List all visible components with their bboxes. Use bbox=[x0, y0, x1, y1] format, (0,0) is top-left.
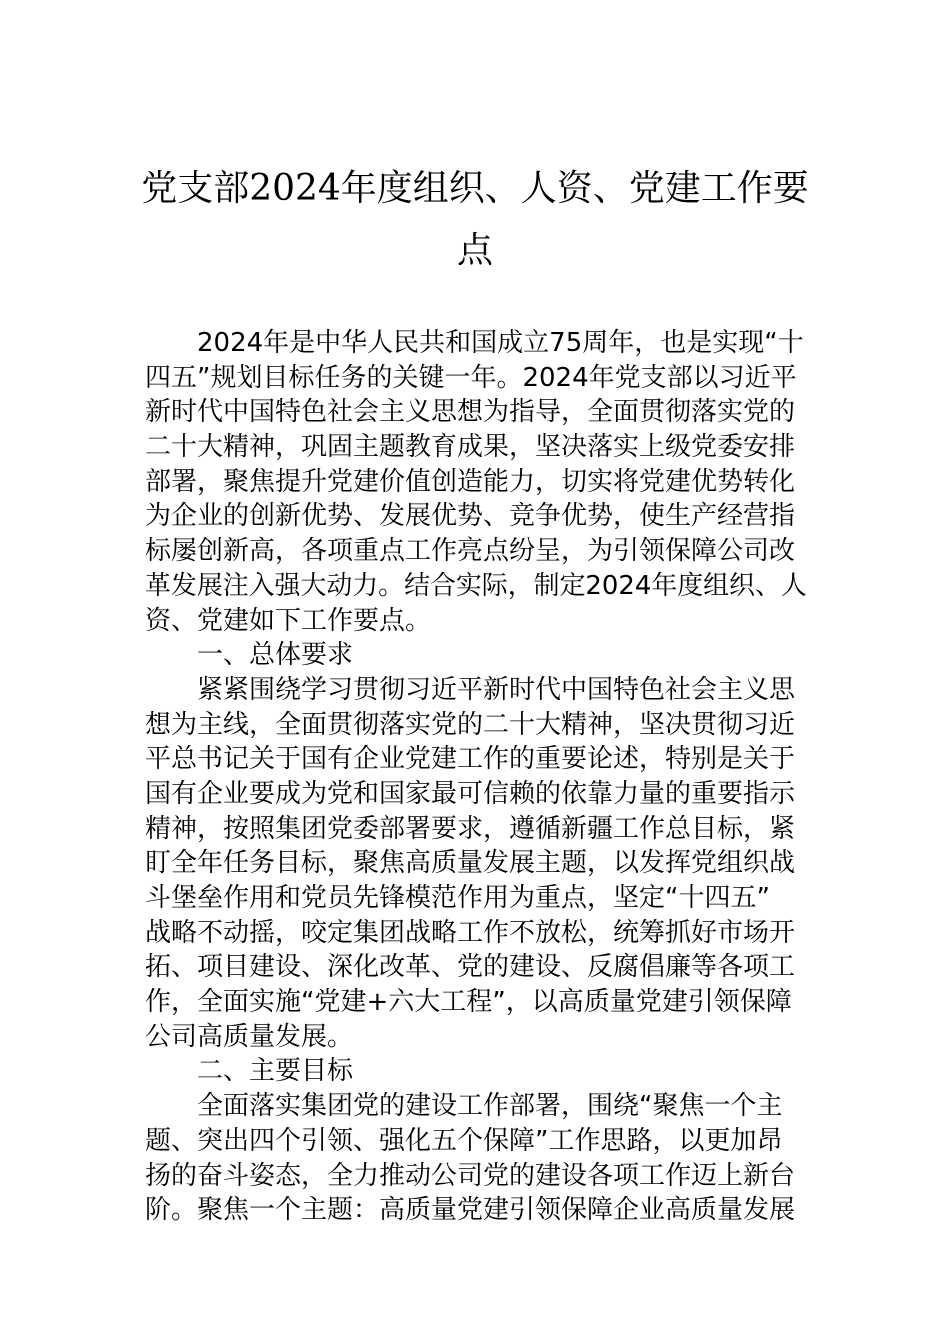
paragraph-line: 作，全面实施“党建+六大工程”，以高质量党建引领保障 bbox=[145, 987, 792, 1018]
paragraph-line: 平总书记关于国有企业党建工作的重要论述，特别是关于 bbox=[145, 744, 796, 775]
title-line-1: 党支部2024年度组织、人资、党建工作要 bbox=[141, 168, 809, 209]
paragraph-line: 斗堡垒作用和党员先锋模范作用为重点，坚定“十四五” bbox=[145, 883, 770, 913]
paragraph-line: 紧紧围绕学习贯彻习近平新时代中国特色社会主义思 bbox=[197, 674, 796, 705]
document-title bbox=[130, 158, 820, 282]
paragraph-line: 想为主线，全面贯彻落实党的二十大精神，坚决贯彻习近 bbox=[145, 709, 796, 740]
paragraph-line: 为企业的创新优势、发展优势、竞争优势，使生产经营指 bbox=[145, 501, 796, 532]
title-line-2: 点 bbox=[456, 230, 493, 271]
paragraph-line: 拓、项目建设、深化改革、党的建设、反腐倡廉等各项工 bbox=[145, 952, 796, 983]
paragraph-line: 2024年是中华人民共和国成立75周年，也是实现“十 bbox=[197, 328, 804, 358]
paragraph-line: 战略不动摇，咬定集团战略工作不放松，统筹抓好市场开 bbox=[145, 917, 796, 948]
section-1-paragraph bbox=[145, 673, 807, 1055]
section-heading-1: 一、总体要求 bbox=[197, 640, 354, 671]
paragraph-line: 公司高质量发展。 bbox=[145, 1021, 354, 1052]
paragraph-line: 盯全年任务目标，聚焦高质量发展主题，以发挥党组织战 bbox=[145, 848, 796, 879]
paragraph-line: 全面落实集团党的建设工作部署，围绕“聚焦一个主 bbox=[197, 1091, 783, 1122]
paragraph-line: 阶。聚焦一个主题：高质量党建引领保障企业高质量发展 bbox=[145, 1195, 796, 1226]
paragraph-line: 二十大精神，巩固主题教育成果，坚决落实上级党委安排 bbox=[145, 432, 796, 463]
paragraph-line: 四五”规划目标任务的关键一年。2024年党支部以习近平 bbox=[145, 362, 797, 393]
paragraph-line: 扬的奋斗姿态，全力推动公司党的建设各项工作迈上新台 bbox=[145, 1160, 796, 1191]
section-2-paragraph bbox=[145, 1089, 807, 1228]
paragraph-line: 精神，按照集团党委部署要求，遵循新疆工作总目标，紧 bbox=[145, 813, 796, 844]
paragraph-line: 资、党建如下工作要点。 bbox=[145, 605, 432, 636]
paragraph-line: 新时代中国特色社会主义思想为指导，全面贯彻落实党的 bbox=[145, 397, 796, 428]
paragraph-line: 革发展注入强大动力。结合实际，制定2024年度组织、人 bbox=[145, 570, 807, 601]
section-heading-2: 二、主要目标 bbox=[197, 1056, 354, 1087]
document-body bbox=[145, 326, 807, 1228]
paragraph-line: 国有企业要成为党和国家最可信赖的依靠力量的重要指示 bbox=[145, 778, 796, 809]
paragraph-line: 标屡创新高，各项重点工作亮点纷呈，为引领保障公司改 bbox=[145, 536, 796, 567]
intro-paragraph bbox=[145, 326, 807, 638]
paragraph-line: 题、突出四个引领、强化五个保障”工作思路，以更加昂 bbox=[145, 1125, 783, 1156]
paragraph-line: 部署，聚焦提升党建价值创造能力，切实将党建优势转化 bbox=[145, 466, 796, 497]
